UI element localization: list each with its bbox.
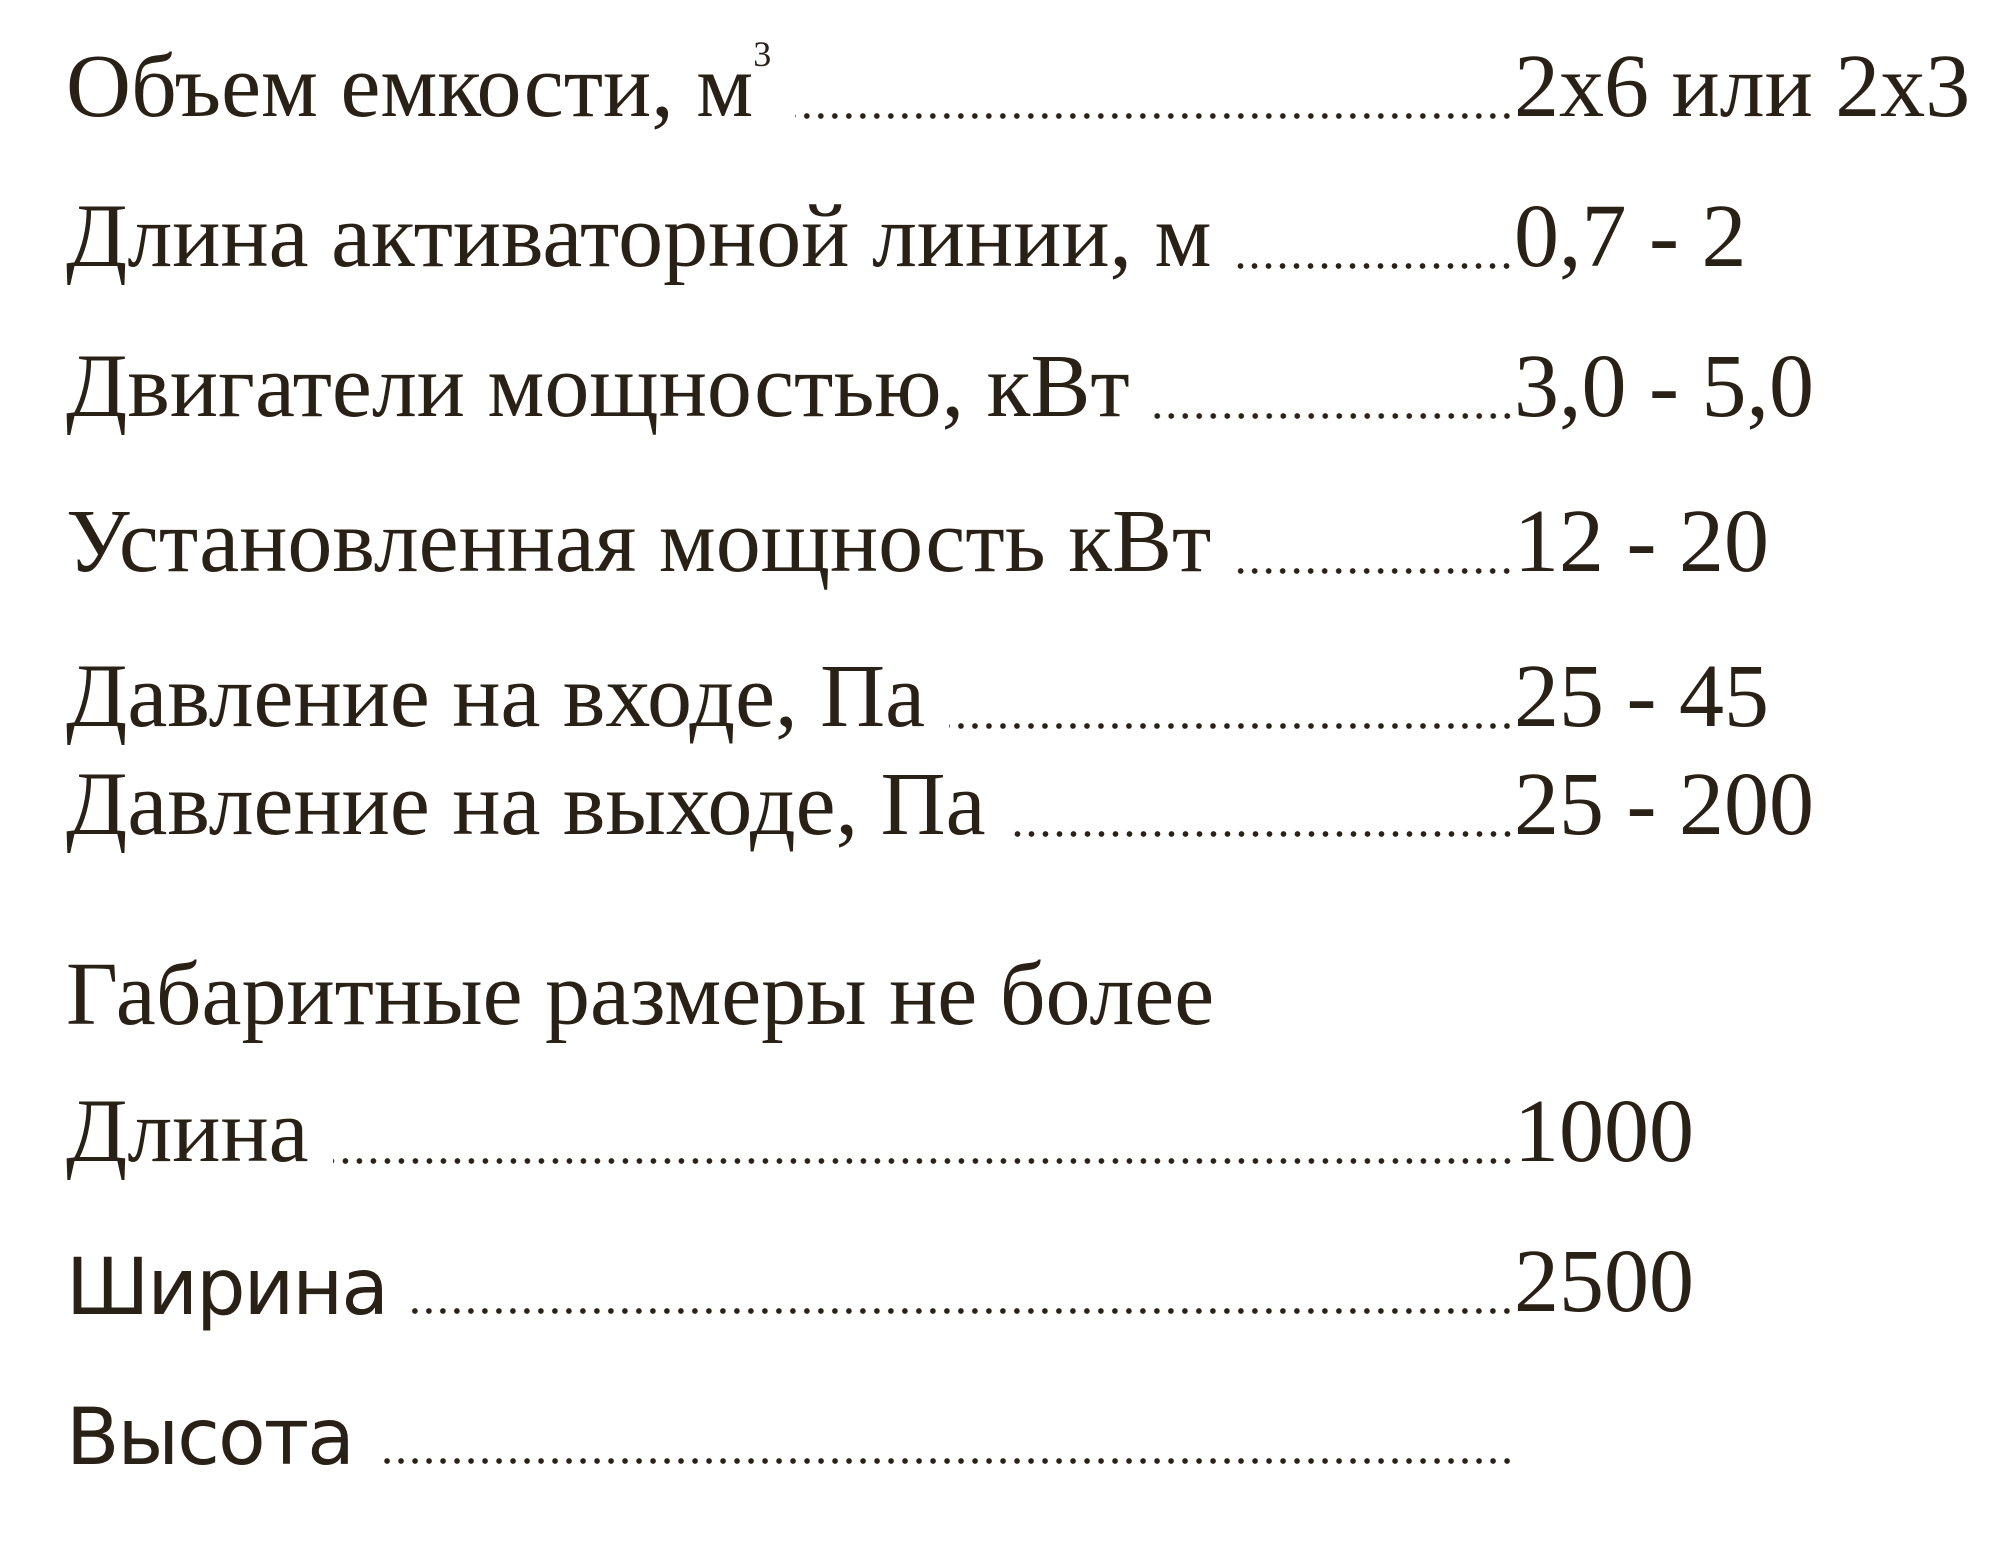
dot-leader (333, 1157, 1514, 1165)
spec-label: Двигатели мощностью, кВт (66, 337, 1130, 436)
spec-label: Длина (66, 1082, 309, 1181)
spec-row-tank-volume (66, 34, 1971, 150)
dot-leader (949, 722, 1514, 730)
spec-row-motor-power (66, 337, 1966, 450)
spec-row-length (66, 1082, 1966, 1195)
spec-value: 2х6 или 2х3 (1514, 37, 1971, 136)
dot-leader (1235, 262, 1514, 270)
spec-label: Длина активаторной линии, м (66, 187, 1212, 286)
spec-row-height (66, 1385, 1966, 1495)
spec-row-outlet-pressure (66, 755, 1966, 868)
spec-value: 25 - 200 (1514, 755, 1814, 854)
spec-value: 0,7 - 2 (1514, 187, 1747, 286)
spec-label: Ширина (66, 1243, 388, 1333)
spec-label: Высота (66, 1393, 353, 1483)
dot-leader (377, 1457, 1514, 1465)
dot-leader (1154, 412, 1514, 420)
spec-row-width (66, 1232, 1966, 1345)
spec-value: 25 - 45 (1514, 647, 1769, 746)
dot-leader (1235, 567, 1514, 575)
spec-value: 12 - 20 (1514, 492, 1769, 591)
spec-label: Установленная мощность кВт (66, 492, 1212, 591)
spec-value: 3,0 - 5,0 (1514, 337, 1814, 436)
spec-row-activator-length (66, 187, 1966, 300)
spec-label: Объем емкости, $м^3$ (66, 34, 772, 136)
dot-leader (1010, 830, 1514, 838)
dot-leader (411, 1307, 1514, 1315)
spec-row-inlet-pressure (66, 647, 1966, 760)
spec-value: 1000 (1514, 1082, 1694, 1181)
spec-label: Давление на выходе, Па (66, 755, 986, 854)
spec-value: 2500 (1514, 1232, 1694, 1331)
unit-superscript: 3 (753, 34, 772, 74)
spec-label: Давление на входе, Па (66, 647, 926, 746)
spec-row-installed-power (66, 492, 1966, 605)
dot-leader (795, 112, 1514, 120)
dimensions-heading: Габаритные размеры не более (66, 945, 1215, 1044)
